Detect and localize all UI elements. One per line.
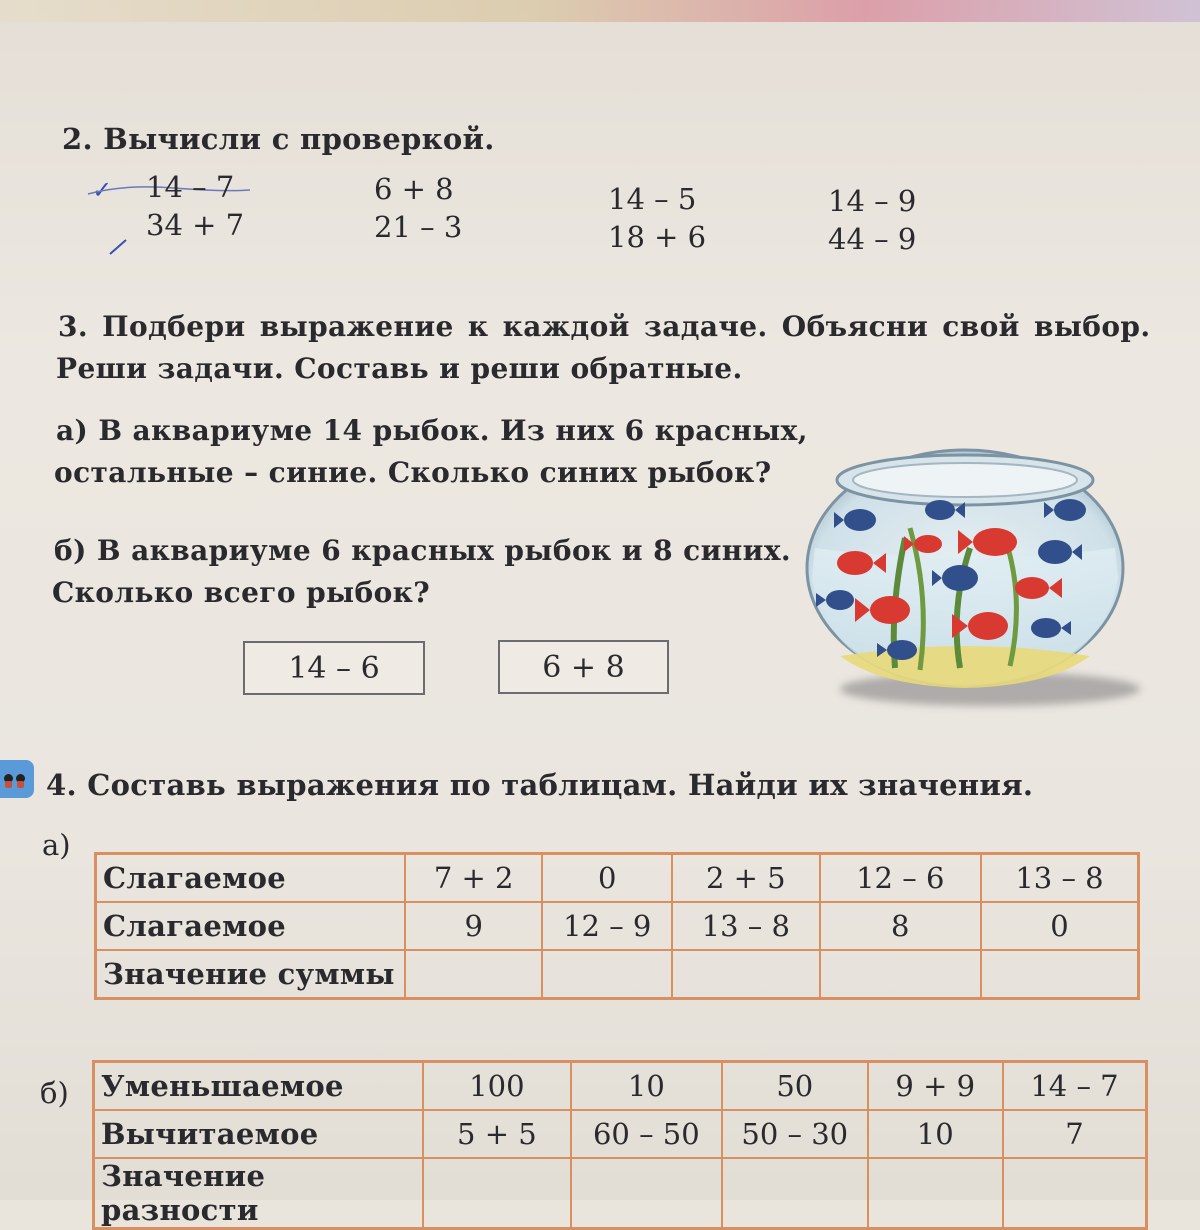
table-cell: 10 — [571, 1062, 722, 1111]
row-header: Слагаемое — [96, 854, 405, 903]
row-header: Слагаемое — [96, 902, 405, 950]
answer-cell[interactable] — [1003, 1158, 1147, 1229]
calc-item: 34 + 7 — [146, 208, 245, 242]
table-cell: 13 – 8 — [981, 854, 1139, 903]
exercise-4-title: 4. Составь выражения по таблицам. Найди их значения. — [46, 768, 1034, 802]
table-cell: 0 — [981, 902, 1139, 950]
calc-item: 6 + 8 — [374, 172, 454, 206]
table-cell: 9 — [405, 902, 543, 950]
table-cell: 50 – 30 — [722, 1110, 867, 1158]
checkmark-pen-icon: ✓ — [92, 176, 113, 204]
answer-cell[interactable] — [981, 950, 1139, 999]
answer-cell[interactable] — [722, 1158, 867, 1229]
table-cell: 10 — [868, 1110, 1004, 1158]
row-header: Значение суммы — [96, 950, 405, 999]
table-cell: 7 + 2 — [405, 854, 543, 903]
table-cell: 9 + 9 — [868, 1062, 1004, 1111]
table-cell: 0 — [542, 854, 672, 903]
answer-cell[interactable] — [542, 950, 672, 999]
calc-item: 21 – 3 — [374, 210, 463, 244]
exercise-2-title: 2. Вычисли с проверкой. — [62, 122, 495, 156]
expression-card: 14 – 6 — [243, 641, 425, 695]
answer-cell[interactable] — [868, 1158, 1004, 1229]
task-a-line1: а) В аквариуме 14 рыбок. Из них 6 красных, — [56, 414, 808, 447]
table-cell: 13 – 8 — [672, 902, 820, 950]
table-row — [94, 1062, 1147, 1111]
pair-work-icon — [0, 760, 34, 798]
task-a-line2: остальные – синие. Сколько синих рыбок? — [54, 456, 772, 489]
table-cell: 12 – 9 — [542, 902, 672, 950]
task-b-line1: б) В аквариуме 6 красных рыбок и 8 синих. — [54, 534, 792, 567]
table-row — [94, 1158, 1147, 1229]
table-cell: 8 — [820, 902, 981, 950]
table-row — [96, 950, 1139, 999]
page-top-edge — [0, 0, 1200, 22]
table-cell: 2 + 5 — [672, 854, 820, 903]
table-row — [94, 1110, 1147, 1158]
answer-cell[interactable] — [672, 950, 820, 999]
table-cell: 12 – 6 — [820, 854, 981, 903]
row-header: Уменьшаемое — [94, 1062, 424, 1111]
calc-item: 18 + 6 — [608, 220, 707, 254]
table-cell: 14 – 7 — [1003, 1062, 1147, 1111]
table-row — [96, 854, 1139, 903]
fish-bowl-illustration — [800, 418, 1130, 700]
table-a-label: а) — [42, 828, 71, 862]
calc-item: 14 – 9 — [828, 184, 917, 218]
calc-item: 14 – 5 — [608, 182, 697, 216]
table-b — [92, 1060, 1148, 1230]
row-header: Вычитаемое — [94, 1110, 424, 1158]
answer-cell[interactable] — [405, 950, 543, 999]
table-cell: 100 — [423, 1062, 571, 1111]
checkmark-pen-icon — [108, 236, 134, 258]
calc-item: 44 – 9 — [828, 222, 917, 256]
answer-cell[interactable] — [423, 1158, 571, 1229]
calc-item: 14 – 7 — [146, 170, 235, 204]
table-cell: 50 — [722, 1062, 867, 1111]
table-cell: 7 — [1003, 1110, 1147, 1158]
table-b-label: б) — [40, 1076, 69, 1110]
row-header: Значение разности — [94, 1158, 424, 1229]
exercise-3-title-line2: Реши задачи. Составь и реши обратные. — [56, 352, 743, 385]
table-row — [96, 902, 1139, 950]
expression-card: 6 + 8 — [498, 640, 669, 694]
exercise-3-title: 3. Подбери выражение к каждой задаче. Объясни свой выбор. — [58, 310, 1151, 343]
answer-cell[interactable] — [820, 950, 981, 999]
task-b-line2: Сколько всего рыбок? — [52, 576, 431, 609]
table-cell: 5 + 5 — [423, 1110, 571, 1158]
table-cell: 60 – 50 — [571, 1110, 722, 1158]
table-a — [94, 852, 1140, 1000]
answer-cell[interactable] — [571, 1158, 722, 1229]
